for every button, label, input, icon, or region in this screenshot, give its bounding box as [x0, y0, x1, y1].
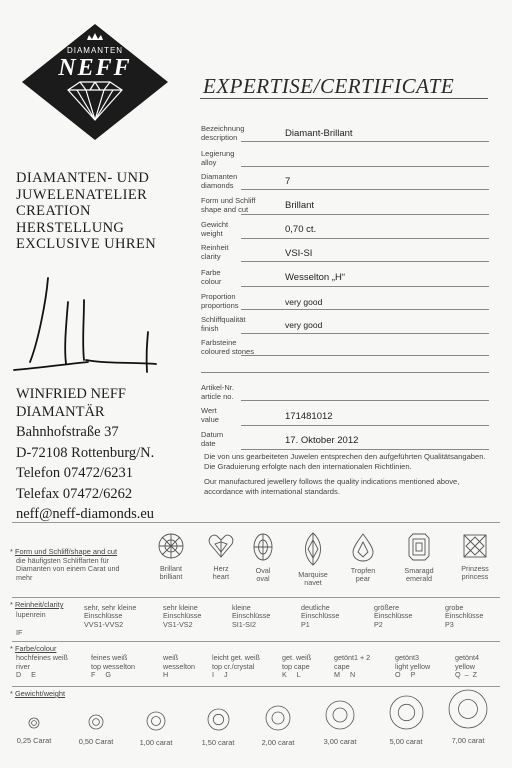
field-value: VSI-SI [285, 248, 313, 259]
weight-700 [438, 689, 498, 745]
colour-en: wesselton [163, 661, 195, 671]
shape-de: Herz [213, 564, 229, 573]
shapes-desc: die häufigsten Schliffarten für Diamanten von einem Carat und mehr [16, 556, 120, 582]
field-rule [241, 425, 489, 426]
colour-de: feines weiß [91, 653, 128, 662]
colour-grades: H [163, 670, 169, 680]
colour-en: top wesselton [91, 661, 135, 671]
clarity-if: IF [16, 628, 23, 637]
weight-title: Gewicht/weight [14, 689, 66, 698]
clarity-si [232, 604, 288, 629]
clarity-de: grobe Einschlüsse [445, 603, 484, 621]
field-value: very good [285, 320, 323, 330]
colour-light-yellow [395, 654, 447, 680]
owner-role: DIAMANTÄR [16, 403, 105, 420]
shape-pear [338, 532, 388, 584]
note-english: Our manufactured jewellery follows the quality indications mentioned above, accordance with international standards. [204, 477, 460, 496]
shape-de: Smaragd [404, 566, 434, 575]
marquise-cut-icon [299, 532, 327, 566]
field-value: very good [285, 297, 323, 307]
divider [12, 641, 500, 642]
field-label: Artikel-Nr. article no. [201, 383, 234, 401]
field-rule [241, 238, 489, 239]
weight-025 [4, 716, 64, 745]
shape-en: princess [461, 572, 489, 582]
shapes-section-title: * Form und Schliff/shape and cut [10, 547, 118, 556]
address-street: Bahnhofstraße 37 [16, 424, 119, 440]
field-label: Gewicht weight [201, 220, 229, 238]
round-stone-icon [265, 705, 291, 731]
colour-top-wesselton [91, 654, 163, 680]
field-value: Brillant [285, 200, 315, 211]
weight-label: 5,00 carat [389, 737, 423, 746]
heart-cut-icon [207, 532, 235, 560]
owner-name: WINFRIED NEFF [16, 386, 126, 402]
colour-grades: M N [334, 670, 356, 680]
address-email: neff@neff-diamonds.eu [16, 506, 155, 522]
title-rule [200, 98, 488, 99]
shape-oval [238, 532, 288, 584]
clarity-lupenrein: lupenrein [16, 610, 46, 619]
quality-notes [204, 452, 494, 502]
field-clarity [201, 243, 489, 262]
colour-wesselton [163, 654, 213, 680]
weight-label: 1,00 carat [139, 738, 173, 747]
field-label: Diamanten diamonds [201, 172, 238, 190]
colour-top-cape [282, 654, 332, 680]
field-label: Form und Schliff shape and cut [201, 196, 256, 214]
divider [12, 522, 500, 523]
clarity-vs [163, 604, 217, 629]
shape-en: brilliant [159, 572, 183, 582]
company-line: CREATION [16, 203, 91, 219]
field-rule [241, 449, 489, 450]
princess-cut-icon [461, 532, 489, 560]
shape-emerald [394, 532, 444, 584]
colour-grades: D E [16, 670, 36, 680]
weight-label: 1,50 carat [201, 738, 235, 747]
shape-de: Oval [255, 566, 271, 575]
field-rule [241, 166, 489, 167]
field-value: 7 [285, 176, 291, 187]
field-rule [241, 400, 489, 401]
clarity-de: kleine Einschlüsse [232, 603, 271, 621]
colour-en: top cr./crystal [212, 661, 255, 671]
field-coloured-stones [201, 338, 489, 356]
note-german: Die von uns gearbeiteten Juwelen entsprechen den aufgeführten Qualitätsangaben. Die Graduierung erfolgte nach den internationalen Richtlinien. [204, 452, 486, 471]
divider [12, 597, 500, 598]
company-line: JUWELENATELIER [16, 186, 148, 203]
shape-en: emerald [406, 574, 432, 584]
field-proportions [201, 292, 489, 310]
field-label: Schliffqualität finish [201, 315, 246, 333]
field-colour [201, 268, 489, 287]
certificate-title: EXPERTISE/CERTIFICATE [203, 74, 455, 98]
colour-grades: K L [282, 670, 301, 680]
colour-crystal [212, 654, 282, 680]
field-rule [241, 309, 489, 310]
colour-cape [334, 654, 386, 680]
clarity-p1 [301, 604, 361, 629]
shape-brilliant [146, 532, 196, 582]
clarity-grade: P3 [445, 619, 454, 629]
field-description [201, 124, 489, 142]
pear-cut-icon [349, 532, 377, 562]
clarity-vvs [84, 604, 154, 629]
colour-grades: F G [91, 670, 111, 680]
clarity-de: sehr, sehr kleine Einschlüsse [84, 603, 137, 621]
round-stone-icon [389, 695, 424, 730]
clarity-p2 [374, 604, 434, 629]
field-value: 17. Oktober 2012 [285, 435, 359, 446]
address-phone: Telefon 07472/6231 [16, 465, 133, 481]
shape-de: Prinzess [461, 564, 489, 573]
shape-marquise [288, 532, 338, 588]
round-stone-icon [28, 717, 40, 729]
field-label: Legierung alloy [201, 149, 235, 167]
shape-de: Brillant [160, 564, 182, 573]
clarity-p3 [445, 604, 501, 629]
field-rule [241, 189, 489, 190]
company-line: HERSTELLUNG [16, 219, 125, 236]
colour-de: get. weiß [282, 653, 312, 662]
colour-en: cape [334, 661, 350, 671]
emerald-cut-icon [405, 532, 433, 562]
clarity-de: sehr kleine Einschlüsse [163, 603, 202, 621]
field-alloy [201, 149, 489, 167]
colour-title: Farbe/colour [14, 644, 57, 653]
round-stone-icon [325, 700, 355, 730]
round-stone-icon [146, 711, 166, 731]
shape-en: navet [304, 578, 322, 588]
field-finish [201, 315, 489, 334]
weight-300 [310, 700, 370, 746]
company-block [16, 170, 156, 253]
field-value: Diamant-Brillant [285, 128, 353, 139]
field-separator [201, 372, 489, 373]
shape-de: Tropfen [350, 566, 376, 575]
colour-section-title: * Farbe/colour [10, 644, 57, 653]
diamond-logo-icon [20, 22, 170, 142]
weight-100 [126, 711, 186, 747]
clarity-section-title: * Reinheit/clarity [10, 600, 64, 609]
clarity-grade: P1 [301, 619, 310, 629]
shape-princess [450, 532, 500, 582]
field-label: Wert value [201, 406, 219, 424]
clarity-grade: P2 [374, 619, 383, 629]
shapes-title: Form und Schliff/shape and cut [14, 547, 118, 556]
shape-en: heart [212, 572, 230, 582]
field-value-no [201, 406, 489, 426]
field-value: Wesselton „H“ [285, 272, 346, 283]
field-rule [241, 333, 489, 334]
weight-section-title: * Gewicht/weight [10, 689, 66, 698]
field-rule [241, 261, 489, 262]
clarity-grade: VS1-VS2 [163, 619, 193, 629]
clarity-title: Reinheit/clarity [14, 600, 64, 609]
neff-logo [20, 22, 170, 142]
oval-cut-icon [249, 532, 277, 562]
colour-grades: Q – Z [455, 670, 477, 680]
clarity-grade: SI1-SI2 [232, 619, 256, 629]
colour-de: getönt1 + 2 [334, 653, 371, 662]
round-stone-icon [207, 708, 230, 731]
field-value: 171481012 [285, 411, 333, 422]
round-stone-icon [88, 714, 104, 730]
field-rule [241, 355, 489, 356]
field-article-no [201, 383, 489, 401]
company-line: EXCLUSIVE UHREN [16, 236, 157, 252]
logo-brand-top: DIAMANTEN [66, 46, 124, 55]
clarity-de: größere Einschlüsse [374, 603, 413, 621]
colour-grades: I J [212, 670, 228, 680]
weight-label: 0,25 Carat [16, 736, 52, 745]
field-label: Datum date [201, 430, 224, 448]
field-label: Proportion proportions [201, 292, 239, 310]
field-diamonds [201, 172, 489, 190]
weight-050 [66, 714, 126, 746]
colour-de: leicht get. weiß [212, 653, 260, 662]
weight-label: 7,00 carat [451, 736, 485, 745]
round-brilliant-icon [157, 532, 185, 560]
field-date [201, 430, 489, 450]
colour-de: getönt4 [455, 653, 479, 662]
weight-500 [376, 695, 436, 746]
shape-en: pear [355, 574, 371, 584]
signature [8, 272, 168, 382]
field-label: Farbsteine coloured stones [201, 338, 254, 356]
colour-de: weiß [163, 653, 179, 662]
address-fax: Telefax 07472/6262 [16, 485, 133, 502]
colour-en: light yellow [395, 661, 431, 671]
address-block [16, 384, 154, 525]
colour-de: getönt3 [395, 653, 419, 662]
field-value: 0,70 ct. [285, 224, 317, 235]
divider [12, 686, 500, 687]
field-label: Reinheit clarity [201, 243, 229, 261]
shape-en: oval [256, 574, 270, 584]
colour-de: hochfeines weiß [16, 653, 68, 662]
colour-yellow [455, 654, 505, 680]
weight-200 [248, 705, 308, 747]
field-weight [201, 220, 489, 239]
colour-en: river [16, 661, 30, 671]
shape-de: Marquise [298, 570, 328, 579]
company-line: DIAMANTEN- UND [16, 170, 150, 186]
colour-en: top cape [282, 661, 310, 671]
weight-label: 3,00 carat [323, 737, 357, 746]
colour-river [16, 654, 86, 680]
field-label: Farbe colour [201, 268, 222, 286]
field-label: Bezeichnung description [201, 124, 245, 142]
field-rule [241, 286, 489, 287]
colour-grades: O P [395, 670, 416, 680]
field-shape-cut [201, 196, 489, 215]
weight-label: 0,50 Carat [78, 737, 114, 746]
weight-label: 2,00 carat [261, 738, 295, 747]
weight-150 [188, 708, 248, 747]
round-stone-icon [448, 689, 488, 729]
clarity-de: deutliche Einschlüsse [301, 603, 340, 621]
field-rule [241, 214, 489, 215]
logo-brand: NEFF [58, 55, 132, 81]
colour-en: yellow [455, 661, 475, 671]
field-rule [241, 141, 489, 142]
clarity-grade: VVS1-VVS2 [84, 619, 124, 629]
address-city: D-72108 Rottenburg/N. [16, 444, 155, 461]
